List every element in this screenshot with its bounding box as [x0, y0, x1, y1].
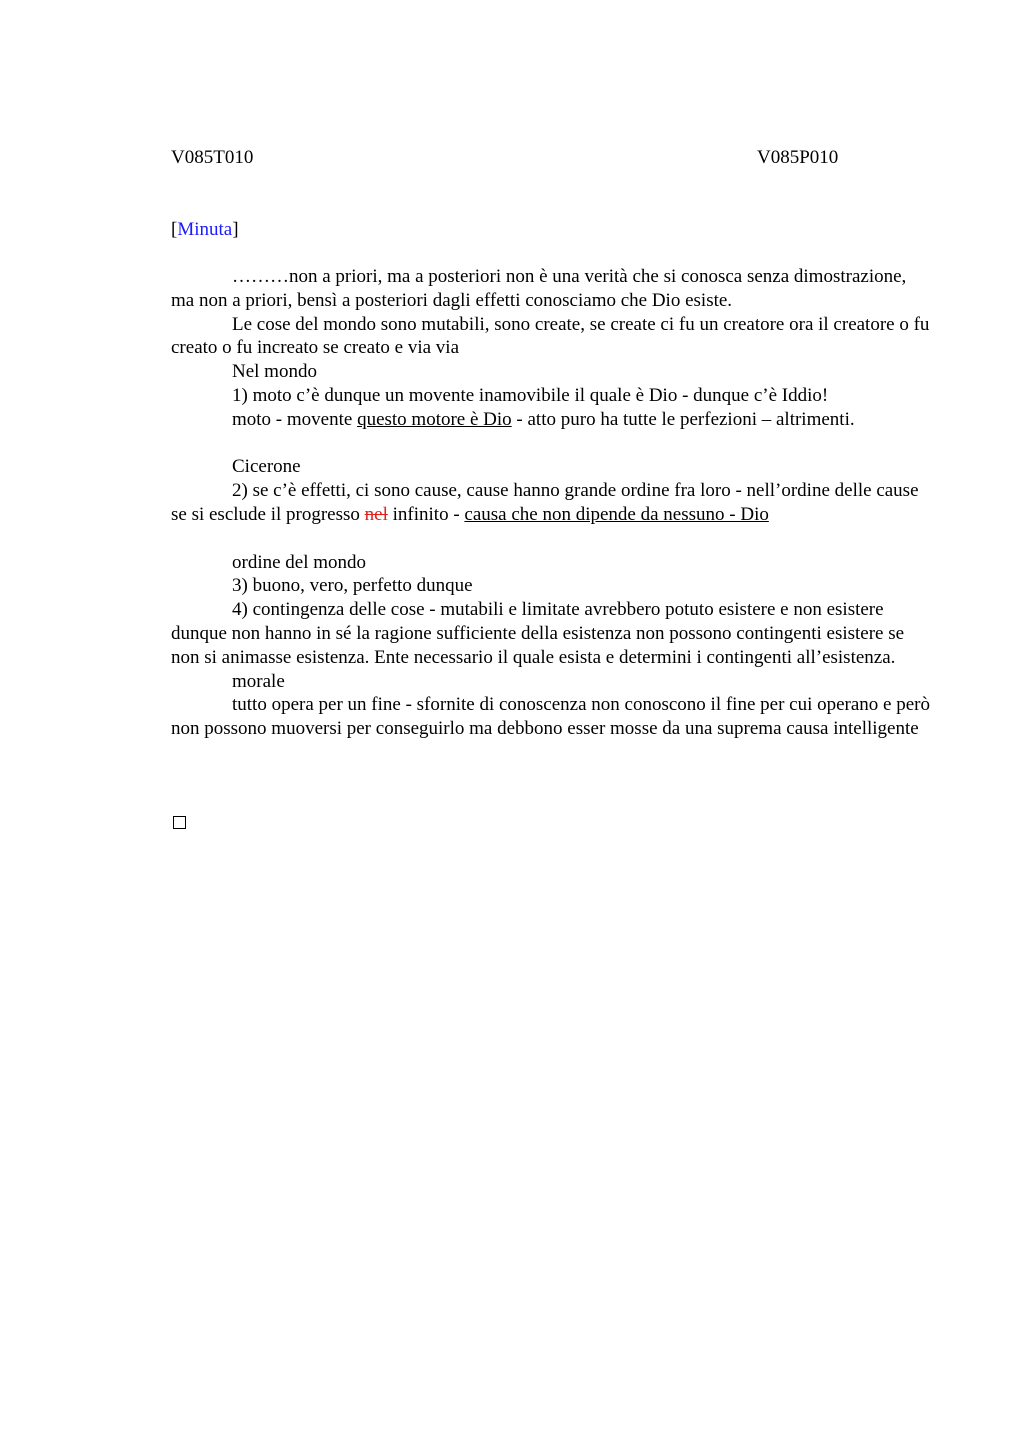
document-label: [171, 218, 239, 242]
paragraph-gap: [171, 432, 931, 456]
document-code-left: V085T010: [171, 147, 254, 168]
moto-post-text: - atto puro ha tutte le perfezioni – altrimenti.: [511, 408, 855, 430]
underlined-motore: questo motore è Dio: [357, 408, 512, 430]
paragraph-fine: tutto opera per un fine - sfornite di conoscenza non conoscono il fine per cui operano e però non possono muoversi per conseguirlo ma debbono esser mosse da una suprema causa intelligente: [171, 694, 930, 740]
moto-pre-text: moto - movente: [232, 408, 358, 430]
minuta-link[interactable]: Minuta: [177, 219, 233, 240]
paragraph-intro: ………non a priori, ma a posteriori non è una verità che si conosca senza dimostrazione, ma non a priori, bensì a posteriori dagli effetti conosciamo che Dio esiste.: [171, 266, 907, 311]
paragraph-mutability: Le cose del mondo sono mutabili, sono create, se create ci fu un creatore ora il creatore o fu creato o fu increato se creato e via via: [171, 313, 930, 359]
paragraph-ordine: ordine del mondo: [232, 551, 367, 573]
end-square-icon: [173, 816, 186, 829]
point-2-pre-text: 2) se c’è effetti, ci sono cause, cause hanno grande ordine fra loro - nell’ordine delle cause se si esclude il progresso: [171, 480, 919, 525]
label-close-bracket: ]: [232, 219, 239, 240]
paragraph-point-1: 1) moto c’è dunque un movente inamovibile il quale è Dio - dunque c’è Iddio!: [232, 384, 829, 406]
struck-word: nel: [364, 503, 388, 525]
paragraph-nel-mondo: Nel mondo: [232, 361, 317, 383]
paragraph-cicerone: Cicerone: [232, 456, 301, 478]
paragraph-point-4: 4) contingenza delle cose - mutabili e limitate avrebbero potuto esistere e non esistere dunque non hanno in sé la ragione sufficiente della esistenza non possono contingenti esistere se non si animasse esistenza. Ente necessario il quale esista e determini i contingenti all’esistenza.: [171, 599, 905, 668]
document-body: [171, 265, 931, 741]
document-code-right: V085P010: [757, 147, 839, 168]
paragraph-gap: [171, 527, 931, 551]
point-2-mid-text: infinito -: [387, 503, 465, 525]
label-open-bracket: [: [171, 219, 178, 240]
paragraph-point-3: 3) buono, vero, perfetto dunque: [232, 575, 473, 597]
paragraph-point-2: [171, 479, 931, 527]
underlined-causa: causa che non dipende da nessuno - Dio: [464, 503, 769, 525]
paragraph-morale: morale: [232, 670, 285, 692]
paragraph-moto-movente: [171, 408, 931, 432]
